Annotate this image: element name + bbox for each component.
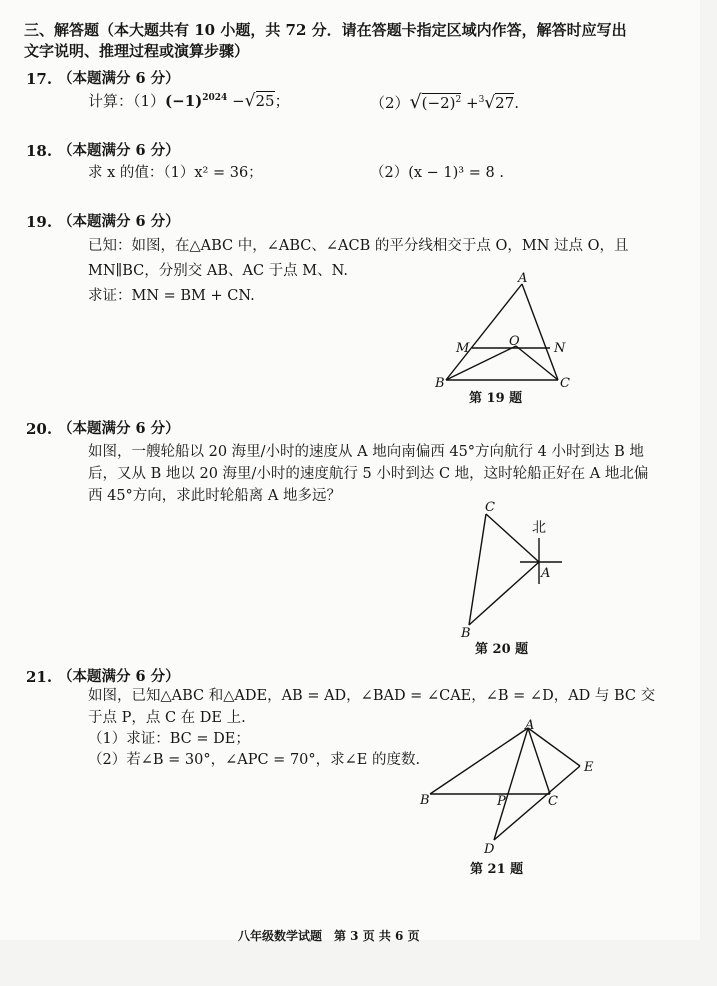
- q20-label-b: B: [461, 626, 471, 641]
- q20-line2: 后，又从 B 地以 20 海里/小时的速度航行 5 小时到达 C 地，这时轮船正好在 A 地北偏: [88, 466, 649, 482]
- q19-line3: 求证：MN = BM + CN.: [88, 288, 255, 304]
- q21-label-e: E: [584, 760, 594, 775]
- q20-figure: [455, 500, 575, 640]
- q20-label-a: A: [541, 566, 551, 581]
- q19-number: 19.: [26, 213, 53, 231]
- q21-caption: 第 21 题: [470, 862, 524, 877]
- q20-score: （本题满分 6 分）: [58, 420, 180, 437]
- q20-line1: 如图，一艘轮船以 20 海里/小时的速度从 A 地向南偏西 45°方向航行 4 小时到达 B 地: [88, 444, 644, 460]
- q18-part1: 求 x 的值：（1）x² = 36；: [88, 165, 263, 181]
- q17-score: （本题满分 6 分）: [58, 70, 180, 87]
- q21-line4: （2）若∠B = 30°，∠APC = 70°，求∠E 的度数.: [88, 752, 421, 768]
- q18-number: 18.: [26, 142, 53, 160]
- q21-score: （本题满分 6 分）: [58, 668, 180, 685]
- q21-number: 21.: [26, 668, 53, 686]
- q19-label-a: A: [518, 271, 528, 286]
- section-header-line2: 文字说明、推理过程或演算步骤）: [24, 42, 250, 60]
- q17-number: 17.: [26, 70, 53, 88]
- q21-label-c: C: [548, 794, 558, 809]
- section-header-line1: 三、解答题（本大题共有 10 小题，共 72 分．请在答题卡指定区域内作答，解答时应写出: [24, 21, 627, 39]
- q20-label-c: C: [485, 500, 495, 515]
- q20-line3: 西 45°方向，求此时轮船离 A 地多远？: [88, 488, 341, 504]
- q18-part2: （2）(x − 1)³ = 8 .: [370, 165, 504, 181]
- q18-score: （本题满分 6 分）: [58, 142, 180, 159]
- q19-line1: 已知：如图，在△ABC 中，∠ABC、∠ACB 的平分线相交于点 O，MN 过点 O，且: [88, 238, 629, 254]
- q20-north-label: 北: [532, 520, 546, 536]
- q17-part2: $(2)√(-2)^2 +^3√27$.: [370, 91, 520, 113]
- q19-label-o: O: [509, 334, 520, 349]
- q20-number: 20.: [26, 420, 53, 438]
- q19-label-c: C: [560, 376, 570, 391]
- q21-figure: [418, 718, 598, 858]
- q21-label-d: D: [484, 842, 495, 857]
- q19-label-n: N: [554, 341, 566, 356]
- q21-line3: （1）求证：BC = DE；: [88, 731, 250, 747]
- q19-label-b: B: [435, 376, 445, 391]
- q19-figure: [420, 268, 600, 392]
- q19-line2: MN∥BC，分别交 AB、AC 于点 M、N.: [88, 263, 348, 279]
- q21-line2: 于点 P，点 C 在 DE 上.: [88, 710, 246, 726]
- q19-caption: 第 19 题: [469, 391, 523, 406]
- q19-score: （本题满分 6 分）: [58, 213, 180, 230]
- q21-label-b: B: [420, 793, 430, 808]
- q17-part1: 计算：$(1)(-1)^{2024} -√25$；: [88, 91, 290, 111]
- q20-caption: 第 20 题: [475, 642, 529, 657]
- q19-label-m: M: [456, 341, 470, 356]
- q21-line1: 如图，已知△ABC 和△ADE，AB = AD，∠BAD = ∠CAE，∠B = ∠D，AD 与 BC 交: [88, 688, 656, 704]
- page-footer: 八年级数学试题 第 3 页 共 6 页: [238, 929, 420, 943]
- q21-label-a: A: [525, 718, 535, 733]
- q21-label-p: P: [497, 794, 506, 809]
